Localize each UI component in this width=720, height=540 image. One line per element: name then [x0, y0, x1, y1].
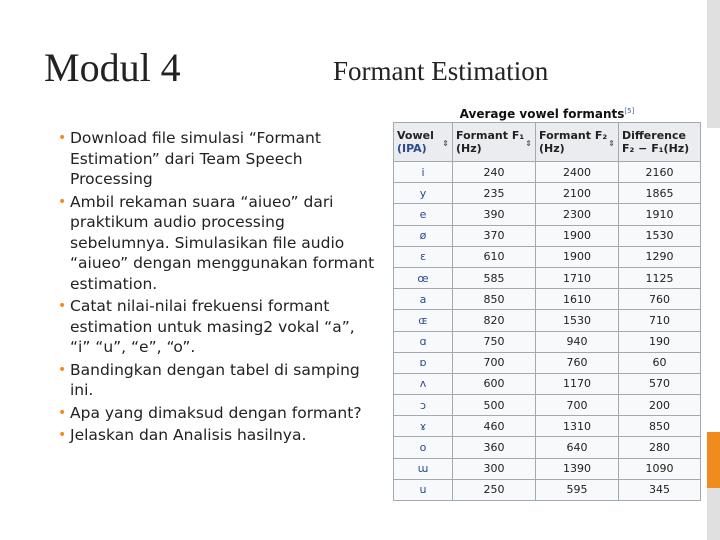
cell-f1: 610	[453, 246, 536, 267]
cell-f1: 240	[453, 162, 536, 183]
table-row	[394, 416, 701, 437]
cell-f2: 2300	[536, 204, 619, 225]
table-row	[394, 352, 701, 373]
cell-difference: 710	[619, 310, 701, 331]
bullet-dot-icon: •	[58, 298, 67, 314]
cell-difference: 760	[619, 289, 701, 310]
table-caption	[393, 100, 701, 122]
cell-f1: 390	[453, 204, 536, 225]
cell-f1: 750	[453, 331, 536, 352]
cell-vowel[interactable]: y	[394, 183, 453, 204]
cell-vowel[interactable]: œ	[394, 267, 453, 288]
accent-bar-middle	[707, 128, 720, 432]
cell-f2: 1610	[536, 289, 619, 310]
slide-title: Modul 4	[44, 45, 181, 90]
cell-vowel[interactable]: u	[394, 479, 453, 500]
cell-vowel[interactable]: ɛ	[394, 246, 453, 267]
bullet-text: Catat nilai-nilai frekuensi formant estimation untuk masing2 vokal “a”, “i” “u”, “e”, “o”.	[70, 297, 355, 356]
table-reference-link[interactable]: [5]	[624, 107, 635, 115]
cell-f1: 250	[453, 479, 536, 500]
table-row	[394, 225, 701, 246]
column-header-f2[interactable]: Formant F₂ (Hz) ⇕	[536, 123, 619, 162]
table-row	[394, 310, 701, 331]
cell-difference: 345	[619, 479, 701, 500]
accent-bar-orange	[707, 432, 720, 488]
cell-f1: 500	[453, 395, 536, 416]
bullet-text: Apa yang dimaksud dengan formant?	[70, 403, 362, 422]
bullet-item	[58, 360, 376, 401]
table-body	[394, 162, 701, 501]
cell-f2: 595	[536, 479, 619, 500]
cell-f1: 300	[453, 458, 536, 479]
cell-f2: 2400	[536, 162, 619, 183]
bullet-dot-icon: •	[58, 193, 67, 210]
cell-f2: 640	[536, 437, 619, 458]
cell-f2: 1310	[536, 416, 619, 437]
table-row	[394, 437, 701, 458]
sort-icon[interactable]: ⇕	[608, 139, 615, 148]
bullet-dot-icon: •	[58, 130, 67, 146]
table-row	[394, 479, 701, 500]
bullet-item	[58, 192, 376, 295]
table-row	[394, 331, 701, 352]
cell-f2: 1390	[536, 458, 619, 479]
table-row	[394, 162, 701, 183]
cell-difference: 60	[619, 352, 701, 373]
bullet-list	[58, 128, 376, 448]
cell-f2: 1900	[536, 225, 619, 246]
bullet-text: Download file simulasi “Formant Estimation” dari Team Speech Processing	[70, 129, 321, 188]
cell-f1: 235	[453, 183, 536, 204]
accent-bar-top	[707, 0, 720, 128]
cell-vowel[interactable]: ɶ	[394, 310, 453, 331]
cell-vowel[interactable]: ɑ	[394, 331, 453, 352]
table-row	[394, 204, 701, 225]
cell-f2: 2100	[536, 183, 619, 204]
bullet-dot-icon: •	[58, 361, 67, 378]
cell-f2: 760	[536, 352, 619, 373]
cell-f2: 1900	[536, 246, 619, 267]
table-title: Average vowel formants	[459, 107, 625, 121]
bullet-dot-icon: •	[58, 427, 67, 443]
vowel-formant-table	[393, 122, 701, 501]
bullet-item	[58, 128, 376, 190]
cell-f1: 585	[453, 267, 536, 288]
table-row	[394, 395, 701, 416]
bullet-text: Bandingkan dengan tabel di samping ini.	[70, 360, 360, 399]
bullet-item	[58, 296, 376, 358]
vowel-formant-table-image	[393, 100, 701, 501]
cell-f2: 700	[536, 395, 619, 416]
cell-difference: 1290	[619, 246, 701, 267]
cell-vowel[interactable]: e	[394, 204, 453, 225]
cell-difference: 2160	[619, 162, 701, 183]
table-row	[394, 267, 701, 288]
table-row	[394, 458, 701, 479]
bullet-item	[58, 403, 376, 424]
bullet-item	[58, 425, 376, 446]
cell-difference: 570	[619, 373, 701, 394]
bullet-text: Ambil rekaman suara “aiueo” dari praktikum audio processing sebelumnya. Simulasikan file audio “aiueo” dengan menggunakan formant estimation.	[70, 192, 375, 293]
cell-f1: 850	[453, 289, 536, 310]
cell-difference: 850	[619, 416, 701, 437]
bullet-dot-icon: •	[58, 404, 67, 421]
cell-f2: 1530	[536, 310, 619, 331]
accent-bar-bottom	[707, 488, 720, 540]
cell-difference: 1090	[619, 458, 701, 479]
table-row	[394, 246, 701, 267]
cell-difference: 190	[619, 331, 701, 352]
cell-difference: 1530	[619, 225, 701, 246]
cell-vowel[interactable]: ɤ	[394, 416, 453, 437]
cell-vowel[interactable]: ʌ	[394, 373, 453, 394]
cell-vowel[interactable]: ɔ	[394, 395, 453, 416]
table-row	[394, 289, 701, 310]
slide-subtitle: Formant Estimation	[333, 56, 549, 86]
cell-difference: 1125	[619, 267, 701, 288]
column-header-difference[interactable]: Difference F₂ − F₁(Hz)	[619, 123, 701, 162]
cell-f2: 1170	[536, 373, 619, 394]
column-header-vowel[interactable]: Vowel (IPA) ⇕	[394, 123, 453, 162]
cell-f1: 360	[453, 437, 536, 458]
cell-f1: 700	[453, 352, 536, 373]
cell-difference: 200	[619, 395, 701, 416]
table-row	[394, 183, 701, 204]
cell-difference: 1865	[619, 183, 701, 204]
cell-vowel[interactable]: o	[394, 437, 453, 458]
cell-vowel[interactable]: ɒ	[394, 352, 453, 373]
cell-f1: 370	[453, 225, 536, 246]
sort-icon[interactable]: ⇕	[442, 139, 449, 148]
cell-vowel[interactable]: i	[394, 162, 453, 183]
cell-f1: 600	[453, 373, 536, 394]
cell-difference: 1910	[619, 204, 701, 225]
sort-icon[interactable]: ⇕	[525, 139, 532, 148]
cell-f2: 1710	[536, 267, 619, 288]
column-header-f1[interactable]: Formant F₁ (Hz) ⇕	[453, 123, 536, 162]
table-row	[394, 373, 701, 394]
table-header-row	[394, 123, 701, 162]
cell-f1: 820	[453, 310, 536, 331]
cell-vowel[interactable]: ɯ	[394, 458, 453, 479]
cell-difference: 280	[619, 437, 701, 458]
bullet-text: Jelaskan dan Analisis hasilnya.	[70, 426, 307, 444]
cell-vowel[interactable]: a	[394, 289, 453, 310]
cell-f2: 940	[536, 331, 619, 352]
cell-f1: 460	[453, 416, 536, 437]
cell-vowel[interactable]: ø	[394, 225, 453, 246]
